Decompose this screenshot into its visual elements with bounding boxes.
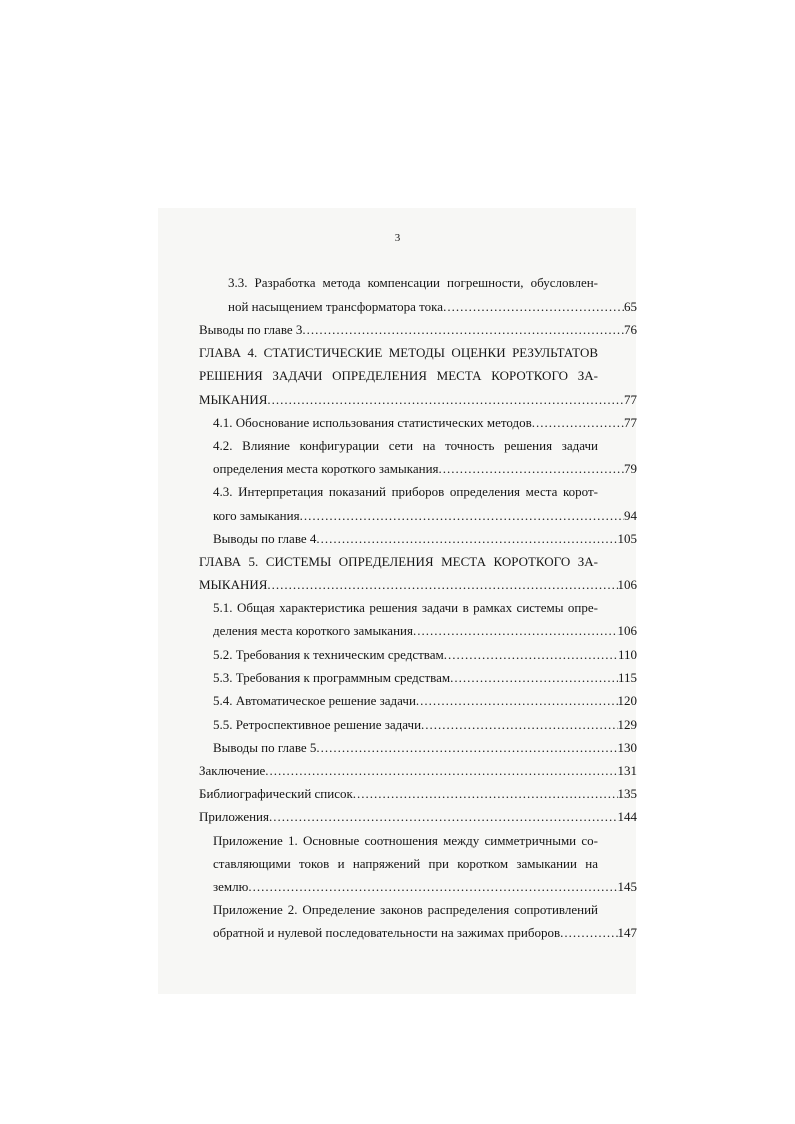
toc-5-4[interactable] — [213, 691, 637, 711]
toc-conclusion[interactable] — [199, 761, 637, 781]
toc-ch5-line2: МЫКАНИЯ — [199, 577, 268, 592]
toc-app2-line2: обратной и нулевой последовательности на зажимах приборов — [213, 925, 561, 940]
toc-title: 5.2. Требования к техническим средствам — [213, 647, 444, 662]
toc-page: 115 — [617, 670, 637, 685]
leader-dots — [269, 807, 618, 827]
toc-title: Библиографический список — [199, 786, 353, 801]
leader-dots — [413, 621, 618, 641]
toc-page: 131 — [617, 763, 637, 778]
toc-page: 79 — [624, 461, 637, 476]
toc-4-1[interactable] — [213, 413, 637, 433]
leader-dots — [421, 715, 617, 735]
toc-title: Выводы по главе 5 — [213, 740, 317, 755]
toc-page: 94 — [624, 508, 637, 523]
toc-page: 65 — [624, 299, 637, 314]
toc-page: 135 — [617, 786, 637, 801]
leader-dots — [267, 390, 624, 410]
toc-5-1-line2: деления места короткого замыкания — [213, 623, 413, 638]
toc-4-2-line2: определения места короткого замыкания — [213, 461, 439, 476]
leader-dots — [300, 506, 624, 526]
leader-dots — [450, 668, 618, 688]
toc-4-3[interactable] — [213, 506, 637, 526]
toc-page: 76 — [624, 322, 637, 337]
leader-dots — [439, 459, 624, 479]
toc-app1[interactable] — [213, 877, 637, 897]
leader-dots — [444, 645, 618, 665]
toc-conclusions-ch5[interactable] — [213, 738, 637, 758]
toc-title: 5.3. Требования к программным средствам — [213, 670, 451, 685]
toc-ch4-line3: МЫКАНИЯ — [199, 392, 268, 407]
leader-dots — [443, 297, 624, 317]
leader-dots — [265, 761, 617, 781]
toc-5-2[interactable] — [213, 645, 637, 665]
toc-5-3[interactable] — [213, 668, 637, 688]
toc-title: 5.4. Автоматическое решение задачи — [213, 693, 416, 708]
toc-4-2-line1: 4.2. Влияние конфигурации сети на точность решения задачи — [213, 438, 598, 453]
toc-app2[interactable] — [213, 923, 637, 943]
leader-dots — [560, 923, 617, 943]
toc-page: 106 — [617, 577, 637, 592]
toc-4-3-line2: кого замыкания — [213, 508, 300, 523]
leader-dots — [248, 877, 617, 897]
toc-ch4-line1: ГЛАВА 4. СТАТИСТИЧЕСКИЕ МЕТОДЫ ОЦЕНКИ РЕЗУЛЬТАТОВ — [199, 345, 598, 360]
toc-title: Выводы по главе 3 — [199, 322, 303, 337]
toc-title: 5.5. Ретроспективное решение задачи — [213, 717, 422, 732]
leader-dots — [353, 784, 618, 804]
toc-5-1-line1: 5.1. Общая характеристика решения задачи в рамках системы опре- — [213, 600, 598, 615]
toc-page: 77 — [624, 415, 637, 430]
toc-conclusions-ch3[interactable] — [199, 320, 637, 340]
toc-page: 144 — [617, 809, 637, 824]
toc-app1-line2: ставляющими токов и напряжений при коротком замыкании на — [213, 856, 598, 871]
toc-title: 4.1. Обоснование использования статистических методов — [213, 415, 532, 430]
toc-page: 130 — [617, 740, 637, 755]
toc-ch4[interactable] — [199, 390, 637, 410]
leader-dots — [267, 575, 617, 595]
toc-4-2[interactable] — [213, 459, 637, 479]
toc-3-3[interactable] — [228, 297, 637, 317]
toc-page: 120 — [617, 693, 637, 708]
toc-5-5[interactable] — [213, 715, 637, 735]
toc-5-1[interactable] — [213, 621, 637, 641]
leader-dots — [302, 320, 624, 340]
toc-page: 129 — [617, 717, 637, 732]
leader-dots — [316, 738, 617, 758]
toc-page: 110 — [617, 647, 637, 662]
toc-app1-line3: землю — [213, 879, 249, 894]
leader-dots — [532, 413, 624, 433]
toc-3-3-line2: ной насыщением трансформатора тока — [228, 299, 444, 314]
leader-dots — [416, 691, 618, 711]
toc-page: 106 — [617, 623, 637, 638]
toc-ch5[interactable] — [199, 575, 637, 595]
toc-appendices[interactable] — [199, 807, 637, 827]
toc-title: Заключение — [199, 763, 266, 778]
toc-app1-line1: Приложение 1. Основные соотношения между симметричными со- — [213, 833, 598, 848]
toc-page: 147 — [617, 925, 637, 940]
toc-ch5-line1: ГЛАВА 5. СИСТЕМЫ ОПРЕДЕЛЕНИЯ МЕСТА КОРОТКОГО ЗА- — [199, 554, 598, 569]
page-number: 3 — [394, 232, 401, 244]
toc-page: 145 — [617, 879, 637, 894]
toc-bibliography[interactable] — [199, 784, 637, 804]
toc-page: 105 — [617, 531, 637, 546]
toc-4-3-line1: 4.3. Интерпретация показаний приборов определения места корот- — [213, 484, 598, 499]
toc-title: Выводы по главе 4 — [213, 531, 317, 546]
toc-ch4-line2: РЕШЕНИЯ ЗАДАЧИ ОПРЕДЕЛЕНИЯ МЕСТА КОРОТКОГО ЗА- — [199, 368, 598, 383]
leader-dots — [316, 529, 617, 549]
toc-page: 77 — [624, 392, 637, 407]
toc-conclusions-ch4[interactable] — [213, 529, 637, 549]
toc-title: Приложения — [199, 809, 269, 824]
toc-3-3-line1: 3.3. Разработка метода компенсации погрешности, обусловлен- — [228, 275, 598, 290]
toc-app2-line1: Приложение 2. Определение законов распределения сопротивлений — [213, 902, 598, 917]
